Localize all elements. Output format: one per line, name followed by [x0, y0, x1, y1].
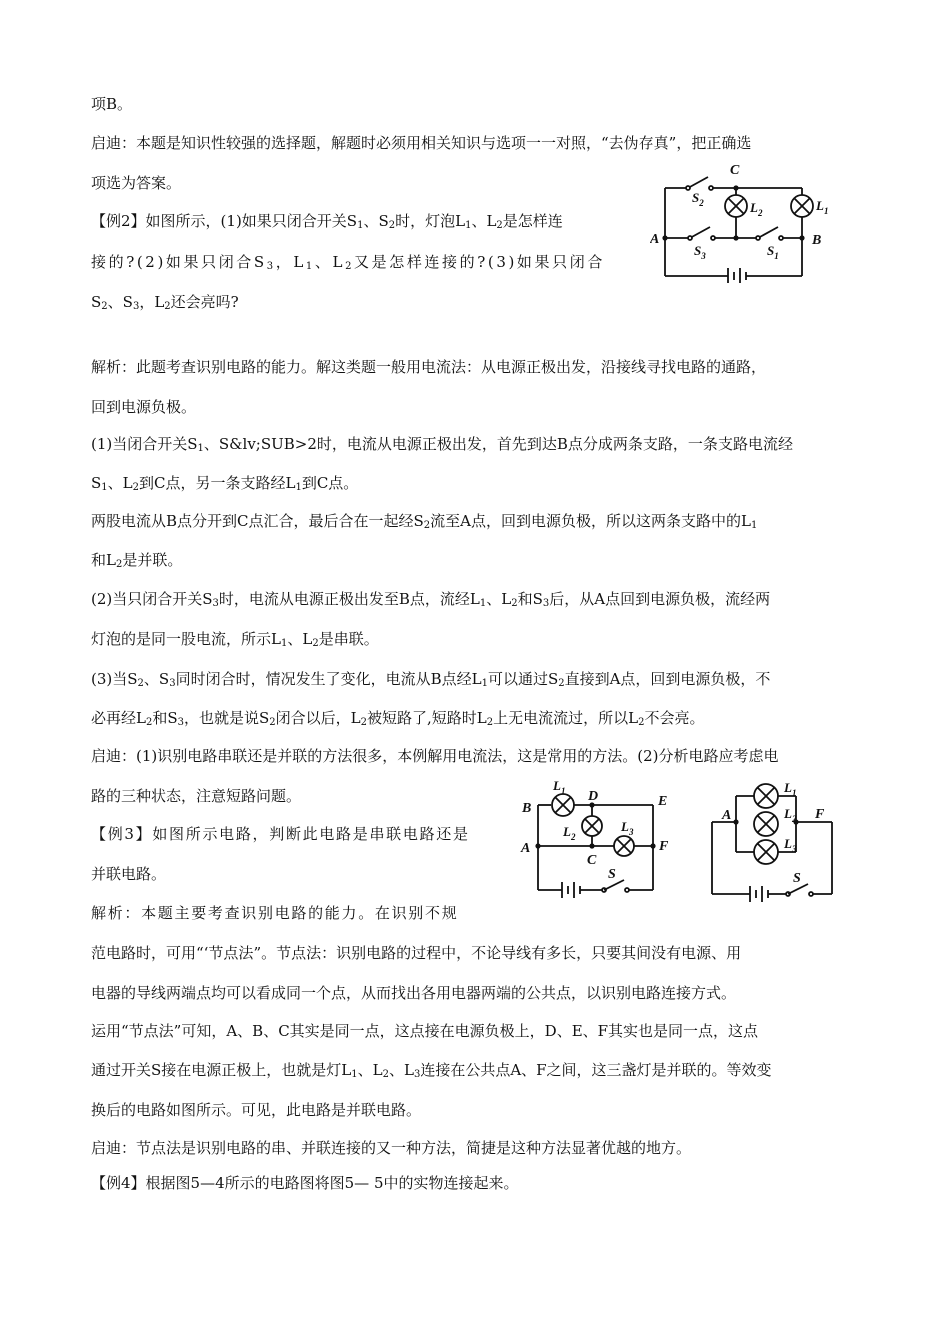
text: 和S [517, 590, 543, 608]
node-label-f: F [815, 807, 825, 822]
text: 直接到A点，回到电源负极，不 [564, 670, 771, 688]
lamp-label [552, 778, 565, 796]
label: L [553, 778, 561, 793]
step-1-line-2 [91, 473, 358, 493]
insight-line-2: 项选为答案。 [91, 174, 182, 192]
text: 接的?(2)如果只闭合S [91, 253, 267, 271]
terminal [686, 186, 690, 190]
analysis-3-line-6: 换后的电路如图所示。可见，此电路是并联电路。 [91, 1101, 422, 1119]
text: 同时闭合时，情况发生了变化，电流从B点经L [175, 670, 482, 688]
switch-s1 [758, 227, 778, 238]
insight-2-line-1: 启迪：(1)识别电路串联还是并联的方法很多，本例解用电流法，这是常用的方法。(2)分析电路应考虑电 [91, 747, 779, 765]
analysis-3-line-5 [91, 1060, 772, 1080]
step-1-line-1 [91, 434, 793, 454]
terminal [779, 236, 783, 240]
junction-f [650, 843, 655, 848]
text: 、L [388, 1061, 414, 1079]
switch-s2 [688, 177, 708, 188]
label-sub: 1 [774, 251, 779, 261]
text: 、S [143, 670, 170, 688]
sub: 3 [177, 717, 184, 728]
label-sub: 1 [791, 788, 797, 798]
text: 和S [152, 709, 178, 727]
lamp-label [815, 198, 828, 216]
text: 、S&lv;SUB>2时，电流从电源正极出发，首先到达B点分成两条支路，一条支路电流经 [203, 435, 793, 453]
circuit-diagram-example-2 [650, 158, 850, 283]
sub: 2 [638, 717, 645, 728]
sub: 2 [101, 301, 108, 312]
sub: 2 [382, 1069, 389, 1080]
sub: 1 [481, 678, 488, 689]
switch-label [694, 243, 706, 261]
sub: 3 [212, 598, 219, 609]
text: 、L [287, 630, 313, 648]
terminal [809, 892, 813, 896]
text: 、L [471, 212, 497, 230]
node-label-f: F [659, 839, 669, 854]
sub: 3 [542, 598, 550, 609]
label: L [563, 824, 571, 839]
sub: 2 [558, 678, 565, 689]
label-sub: 1 [560, 786, 566, 796]
node-label-a: A [650, 232, 660, 247]
label: L [750, 200, 758, 215]
text: 闭合以后，L [275, 709, 361, 727]
label: L [784, 836, 792, 851]
label: L [784, 806, 792, 821]
terminal [688, 236, 692, 240]
sub: 3 [413, 1069, 421, 1080]
label-sub: 2 [699, 198, 704, 208]
step-1-line-4 [91, 550, 182, 570]
example-2-line-3 [91, 292, 239, 312]
label-sub: 3 [791, 844, 797, 854]
sub: 1 [465, 220, 472, 231]
label: S [767, 243, 775, 258]
terminal [711, 236, 715, 240]
sub: 2 [486, 717, 494, 728]
sub: 2 [164, 301, 171, 312]
sub: 2 [132, 482, 139, 493]
switch-label [767, 243, 779, 261]
text: 上无电流流过，所以L [493, 709, 639, 727]
junction-a [535, 843, 540, 848]
label-sub: 2 [791, 814, 797, 824]
sub: 3 [266, 261, 276, 272]
text: S [91, 293, 102, 311]
lamp-label [562, 824, 576, 842]
terminal [625, 888, 629, 892]
sub: 1 [280, 638, 288, 649]
label: L [784, 780, 792, 795]
text: 连接在公共点A、F之间，这三盏灯是并联的。等效变 [420, 1061, 772, 1079]
text: (3)当S [91, 670, 138, 688]
text: 到C点。 [301, 474, 359, 492]
sub: 1 [305, 261, 315, 272]
text: 、L [314, 253, 346, 271]
text: 时，电流从电源正极出发至B点，流经L [218, 590, 480, 608]
junction [733, 235, 738, 240]
text: ，也就是说S [184, 709, 270, 727]
analysis-3-line-3: 电器的导线两端点均可以看成同一个点，从而找出各用电器两端的公共点，以识别电路连接方式。 [91, 984, 737, 1002]
text: 灯泡的是同一股电流，所示L [91, 630, 281, 648]
text: 是怎样连 [502, 212, 563, 230]
circuit-diagram-example-3 [518, 778, 678, 903]
sub: 1 [197, 443, 204, 454]
text: 、S [107, 293, 133, 311]
example-2-line-1 [91, 211, 563, 231]
step-2-line-2 [91, 629, 379, 649]
step-2-line-1 [91, 589, 770, 609]
text: 【例2】如图所示，(1)如果只闭合开关S [91, 212, 358, 230]
analysis-3-line-2: 范电路时，可用“‘节点法”。节点法：识别电路的过程中，不论导线有多长，只要其间没有电源、用 [91, 944, 742, 962]
sub: 2 [388, 220, 396, 231]
sub: 2 [312, 638, 319, 649]
text: 不会亮。 [644, 709, 705, 727]
text: 、L [486, 590, 512, 608]
junction-c [589, 843, 594, 848]
sub: 2 [115, 559, 123, 570]
node-label-e: E [658, 794, 668, 809]
text: 流至A点，回到电源负极，所以这两条支路中的L [430, 512, 751, 530]
sub: 2 [511, 598, 518, 609]
example-3-line-1: 【例3】如图所示电路，判断此电路是串联电路还是 [91, 825, 470, 843]
switch-label-s: S [608, 867, 616, 882]
text: 又是怎样连接的?(3)如果只闭合 [354, 253, 605, 271]
label-sub: 3 [701, 251, 706, 261]
node-label-a: A [722, 808, 732, 823]
sub: 1 [357, 220, 364, 231]
insight-3-line: 启迪：节点法是识别电路的串、并联连接的又一种方法，简捷是这种方法显著优越的地方。 [91, 1139, 692, 1157]
paragraph-end: 项B。 [91, 95, 133, 113]
text: 时，灯泡L [395, 212, 466, 230]
node-label-a: A [521, 841, 531, 856]
label-sub: 2 [570, 832, 576, 842]
example-3-line-2: 并联电路。 [91, 865, 167, 883]
junction-a [733, 819, 738, 824]
sub: 2 [360, 717, 367, 728]
insight-2-line-2: 路的三种状态，注意短路问题。 [91, 787, 302, 805]
text: 通过开关S接在电源正极上，也就是灯L [91, 1061, 352, 1079]
label-sub: 1 [823, 206, 829, 216]
insight-line-1: 启迪：本题是知识性较强的选择题，解题时必须用相关知识与选项一一对照，“去伪存真”，把正确选 [91, 134, 752, 152]
step-1-line-3 [91, 511, 757, 531]
sub: 1 [750, 520, 758, 531]
sub: 2 [145, 717, 153, 728]
sub: 2 [269, 717, 276, 728]
junction-b [799, 235, 804, 240]
sub: 1 [101, 482, 108, 493]
text: 和L [91, 551, 116, 569]
text: 、S [363, 212, 389, 230]
label: S [694, 243, 702, 258]
switch-label [692, 190, 704, 208]
text: 后，从A点回到电源负极，流经两 [549, 590, 771, 608]
terminal [709, 186, 713, 190]
equivalent-circuit-diagram [702, 772, 862, 902]
node-label-b: B [812, 233, 822, 248]
node-label-c: C [587, 853, 597, 868]
text: 是并联。 [122, 551, 183, 569]
text: 、L [357, 1061, 383, 1079]
example-4-line: 【例4】根据图5—4所示的电路图将图5— 5中的实物连接起来。 [91, 1174, 519, 1192]
junction-a [662, 235, 667, 240]
label: L [816, 198, 824, 213]
sub: 3 [169, 678, 176, 689]
text: 是串联。 [318, 630, 379, 648]
terminal [756, 236, 760, 240]
sub: 1 [479, 598, 487, 609]
sub: 2 [496, 220, 503, 231]
switch-label-s: S [793, 871, 801, 886]
sub: 2 [423, 520, 431, 531]
text: 两股电流从B点分开到C点汇合，最后合在一起经S [91, 512, 424, 530]
analysis-line-2: 回到电源负极。 [91, 398, 197, 416]
label-sub: 3 [628, 827, 634, 837]
text: 、L [107, 474, 133, 492]
text: ，L [275, 253, 306, 271]
text: (2)当只闭合开关S [91, 590, 213, 608]
text: 被短路了,短路时L [367, 709, 487, 727]
analysis-3-line-4: 运用“节点法”可知，A、B、C其实是同一点，这点接在电源负极上，D、E、F其实也是同一点，这点 [91, 1022, 759, 1040]
sub: 1 [351, 1069, 358, 1080]
node-label-d: D [588, 789, 599, 804]
analysis-line-1: 解析：此题考查识别电路的能力。解这类题一般用电流法：从电源正极出发，沿接线寻找电路的通路， [91, 358, 767, 376]
lamp-label [620, 819, 634, 837]
sub: 2 [137, 678, 144, 689]
text: S [91, 474, 102, 492]
text: 可以通过S [487, 670, 559, 688]
lamp-label [783, 806, 797, 824]
example-2-line-2 [91, 252, 605, 272]
sub: 2 [345, 261, 355, 272]
step-3-line-2 [91, 708, 704, 728]
label: L [621, 819, 629, 834]
switch-s3 [690, 227, 710, 238]
sub: 1 [295, 482, 302, 493]
text: 到C点，另一条支路经L [139, 474, 296, 492]
text: 还会亮吗? [170, 293, 239, 311]
sub: 3 [132, 301, 140, 312]
node-label-b: B [522, 801, 532, 816]
text: (1)当闭合开关S [91, 435, 198, 453]
junction-c [733, 185, 738, 190]
text: ，L [139, 293, 165, 311]
node-label-c: C [730, 163, 740, 178]
step-3-line-1 [91, 669, 770, 689]
text: 必再经L [91, 709, 146, 727]
lamp-label [749, 200, 763, 218]
analysis-3-line-1: 解析：本题主要考查识别电路的能力。在识别不规 [91, 904, 459, 922]
label: S [692, 190, 700, 205]
label-sub: 2 [757, 208, 763, 218]
